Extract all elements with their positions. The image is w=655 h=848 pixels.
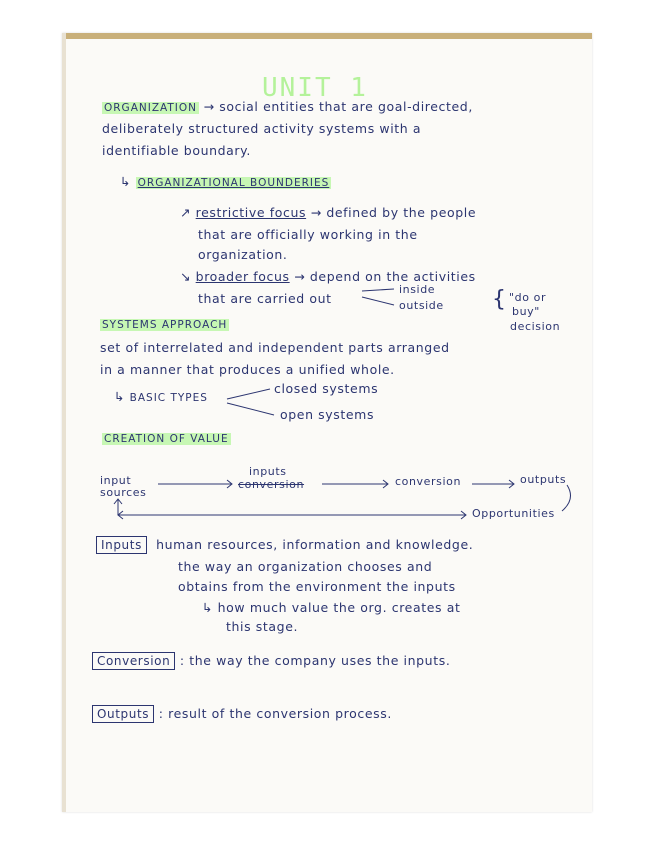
inputs-def-3: obtains from the environment the inputs [178,579,456,594]
outputs-line [92,706,392,721]
hook-arrow-icon: ↳ [202,600,214,615]
conversion-box-label: Conversion [92,652,175,670]
page-title: UNIT 1 [262,73,368,103]
organization-def-1: social entities that are goal-directed, [219,99,473,114]
inside-label: inside [399,283,436,296]
decision-line-2: buy" [512,305,540,318]
arrow-up-right-icon: ↗ [180,205,192,220]
brace-icon: { [492,287,507,312]
inputs-def-1: human resources, information and knowledge. [156,537,474,552]
outside-label: outside [399,299,444,312]
inputs-def-4: how much value the org. creates at [217,600,461,615]
decision-line-1: "do or [509,291,547,304]
conversion-line [92,653,450,668]
conversion-def: : the way the company uses the inputs. [179,653,451,668]
inputs-label: inputs [249,465,287,478]
opportunities-node: Opportunities [472,507,555,520]
boundaries-heading: ORGANIZATIONAL BOUNDERIES [137,177,330,189]
systems-def-2: in a manner that produces a unified whole. [100,362,395,377]
closed-systems: closed systems [274,381,379,396]
arrow-icon: → [294,269,306,284]
inputs-line-1 [96,537,473,552]
value-heading: CREATION OF VALUE [104,433,229,445]
notebook-page [62,33,592,812]
inputs-box-label: Inputs [96,536,147,554]
hook-arrow-icon: ↳ [120,174,132,189]
organization-def-3: identifiable boundary. [102,143,251,158]
outputs-box-label: Outputs [92,705,154,723]
conversion-node: conversion [395,475,462,488]
outputs-node: outputs [520,473,567,486]
outside-arrow-line [362,297,394,305]
organization-term: ORGANIZATION [104,102,198,114]
systems-def-1: set of interrelated and independent parts arranged [100,340,450,355]
hook-arrow-icon: ↳ [114,389,126,404]
decision-line-3: decision [510,320,561,333]
open-arrow-line [227,403,274,415]
open-systems: open systems [280,407,375,422]
restrictive-term: restrictive focus [195,205,307,220]
inside-arrow-line [362,289,394,291]
inputs-sub-line [202,600,460,615]
broader-def-1: depend on the activities [309,269,476,284]
input-sources-2: sources [100,486,147,499]
systems-heading: SYSTEMS APPROACH [102,319,228,331]
inputs-def-2: the way an organization chooses and [178,559,433,574]
organization-def-2: deliberately structured activity systems with a [102,121,422,136]
closed-arrow-line [227,389,270,399]
arrow-down-right-icon: ↘ [180,269,192,284]
restrictive-def-2: that are officially working in the [198,227,418,242]
outputs-loop-curve [562,485,571,511]
arrow-icon: → [310,205,322,220]
flow-arrows [62,33,592,812]
arrow-icon: → [203,99,215,114]
inputs-def-5: this stage. [226,619,299,634]
basic-types-label: BASIC TYPES [129,392,208,404]
broader-term: broader focus [195,269,290,284]
input-sources-1: input [100,474,132,487]
restrictive-def-1: defined by the people [326,205,477,220]
restrictive-def-3: organization. [198,247,288,262]
outputs-def: : result of the conversion process. [158,706,392,721]
crossed-out-word: conversion [238,478,305,491]
broader-def-2: that are carried out [198,291,332,306]
